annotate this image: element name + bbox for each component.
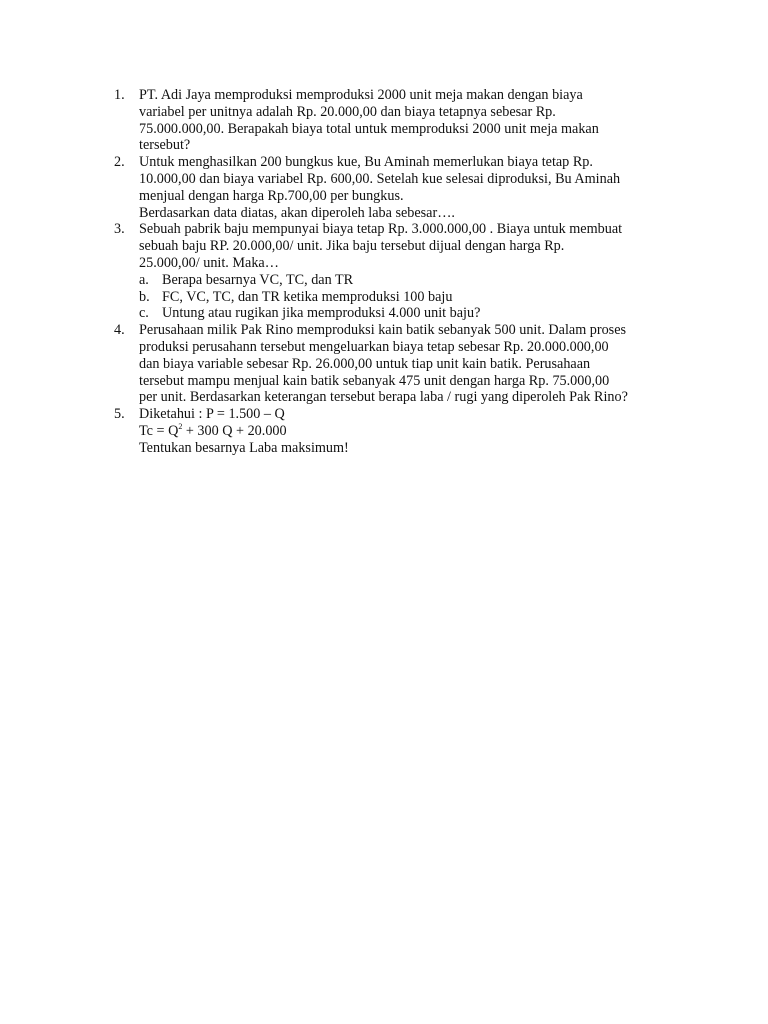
question-text-line: Perusahaan milik Pak Rino memproduksi kain batik sebanyak 500 unit. Dalam proses [139,322,627,339]
question-text-line: sebuah baju RP. 20.000,00/ unit. Jika baju tersebut dijual dengan harga Rp. [139,238,565,255]
question-5 [114,406,684,456]
given-equation-total-cost [139,423,684,440]
question-list [114,87,684,457]
sub-item-letter: c. [139,305,149,322]
question-text-line: Sebuah pabrik baju mempunyai biaya tetap Rp. 3.000.000,00 . Biaya untuk membuat [139,221,623,238]
question-text-line: 10.000,00 dan biaya variabel Rp. 600,00. Setelah kue selesai diproduksi, Bu Aminah [139,170,621,187]
sub-item-a [139,272,684,289]
question-number: 4. [114,322,125,339]
sub-item-text: Untung atau rugikan jika memproduksi 4.000 unit baju? [162,305,481,322]
sub-item-c [139,305,684,322]
question-text-line: Berdasarkan data diatas, akan diperoleh laba sebesar…. [139,204,455,221]
question-text-line: tersebut mampu menjual kain batik sebanyak 475 unit dengan harga Rp. 75.000,00 [139,372,610,389]
question-text-line: PT. Adi Jaya memproduksi memproduksi 2000 unit meja makan dengan biaya [139,87,583,103]
question-4 [114,322,684,406]
given-equation-price: Diketahui : P = 1.500 – Q [139,406,285,423]
question-text-line: 25.000,00/ unit. Maka… [139,254,279,271]
question-text-line: menjual dengan harga Rp.700,00 per bungkus. [139,187,404,204]
sub-item-text: Berapa besarnya VC, TC, dan TR [162,271,354,288]
tc-exponent: 2 [178,421,183,431]
question-text-line: tersebut? [139,137,191,154]
question-text-line: variabel per unitnya adalah Rp. 20.000,00 dan biaya tetapnya sebesar Rp. [139,103,556,120]
tc-prefix: Tc = Q [139,422,179,439]
question-text-line: Untuk menghasilkan 200 bungkus kue, Bu Aminah memerlukan biaya tetap Rp. [139,154,593,171]
question-3 [114,221,684,322]
sub-item-b [139,289,684,306]
sub-item-text: FC, VC, TC, dan TR ketika memproduksi 100 baju [162,288,453,305]
question-instruction: Tentukan besarnya Laba maksimum! [139,439,349,456]
tc-suffix: + 300 Q + 20.000 [182,422,287,439]
question-2 [114,154,684,221]
question-1 [114,87,684,154]
question-number: 2. [114,154,125,171]
question-number: 5. [114,406,125,423]
question-text-line: per unit. Berdasarkan keterangan tersebut berapa laba / rugi yang diperoleh Pak Rino? [139,389,628,406]
question-number: 1. [114,87,125,103]
question-text-line: dan biaya variable sebesar Rp. 26.000,00 untuk tiap unit kain batik. Perusahaan [139,355,591,372]
question-text-line: 75.000.000,00. Berapakah biaya total untuk memproduksi 2000 unit meja makan [139,120,599,137]
sub-item-letter: a. [139,271,149,288]
question-text-line: produksi perusahann tersebut mengeluarkan biaya tetap sebesar Rp. 20.000.000,00 [139,338,609,355]
question-number: 3. [114,221,125,238]
sub-item-letter: b. [139,288,150,305]
